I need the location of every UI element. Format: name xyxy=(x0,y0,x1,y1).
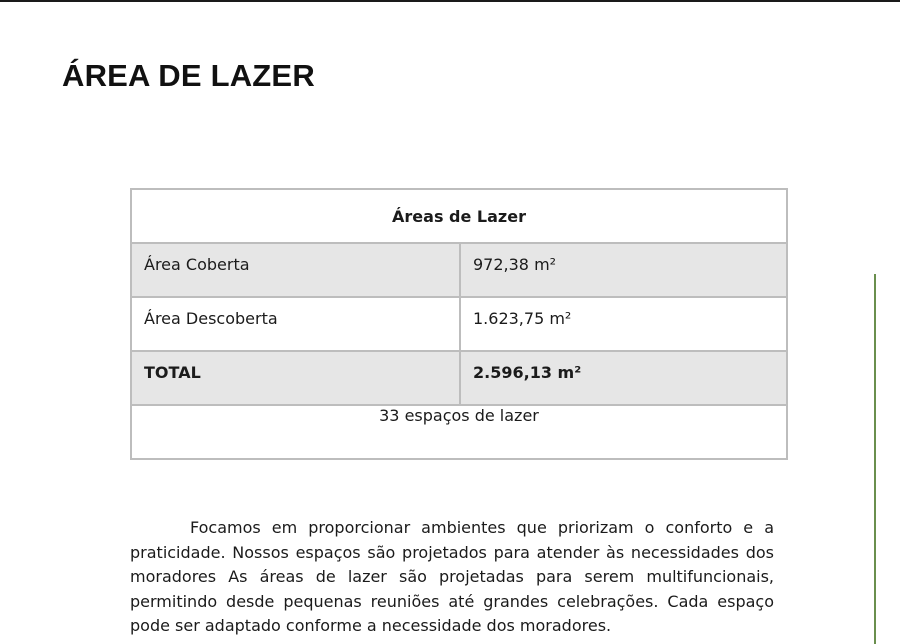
row-value-area-descoberta: 1.623,75 m² xyxy=(460,297,787,351)
table-header-row xyxy=(131,189,787,243)
table-footer-row xyxy=(131,405,787,459)
page-title: ÁREA DE LAZER xyxy=(62,58,315,93)
table-footer: 33 espaços de lazer xyxy=(131,405,787,459)
description-paragraph: Focamos em proporcionar ambientes que priorizam o conforto e a praticidade. Nossos espaços são projetados para atender às necessidades dos moradores As áreas de lazer são projetadas para serem multifuncionais, permitindo desde pequenas reuniões até grandes celebrações. Cada espaço pode ser adaptado conforme a necessidade dos moradores. xyxy=(130,518,774,635)
table-row xyxy=(131,297,787,351)
row-label-total: TOTAL xyxy=(131,351,460,405)
row-value-area-coberta: 972,38 m² xyxy=(460,243,787,297)
top-divider xyxy=(0,0,900,2)
table-title: Áreas de Lazer xyxy=(131,189,787,243)
areas-table xyxy=(130,188,788,460)
row-value-total: 2.596,13 m² xyxy=(460,351,787,405)
table-row-total xyxy=(131,351,787,405)
row-label-area-descoberta: Área Descoberta xyxy=(131,297,460,351)
side-accent-line xyxy=(874,274,876,644)
row-label-area-coberta: Área Coberta xyxy=(131,243,460,297)
table-row xyxy=(131,243,787,297)
